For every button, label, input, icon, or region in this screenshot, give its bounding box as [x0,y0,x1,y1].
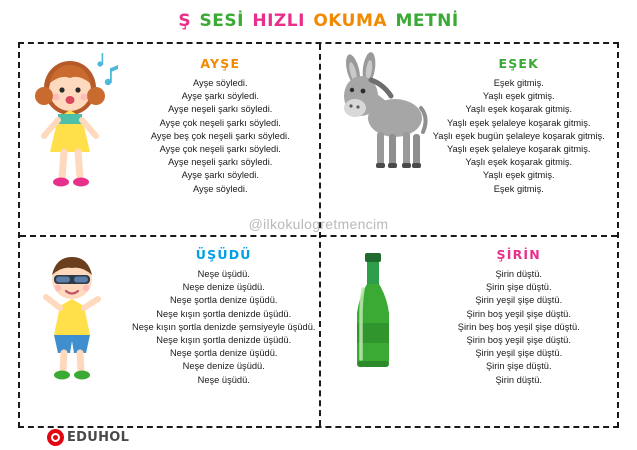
title-part-4: METNİ [395,11,459,31]
panel-usudu [20,235,319,426]
green-bottle-illustration [319,235,431,426]
panel-heading-sirin: ŞİRİN [496,247,541,262]
panel-heading-ayse: AYŞE [200,56,241,71]
text-line: Neşe kışın şortla denizde şemsiyeyle üşüdü. [132,321,316,332]
text-line: Eşek gitmiş. [493,183,544,194]
title-part-3: OKUMA [313,11,388,31]
text-line: Yaşlı eşek gitmiş. [482,170,555,181]
text-line: Yaşlı eşek koşarak gitmiş. [465,157,573,168]
donkey-illustration [319,44,431,235]
panel-heading-esek: EŞEK [498,56,540,71]
text-line: Şirin yeşil şişe düştü. [475,295,563,306]
eduhol-logo [47,429,129,446]
text-line: Şirin şişe düştü. [485,361,552,372]
girl-singing-illustration [20,44,132,235]
text-line: Eşek gitmiş. [493,78,544,88]
esek-text-column [431,44,618,196]
text-line: Yaşlı eşek şelaleye koşarak gitmiş. [447,117,591,128]
panel-ayse [20,44,319,235]
text-line: Ayşe beş çok neşeli şarkı söyledi. [150,130,290,141]
text-line: Yaşlı eşek bugün şelaleye koşarak gitmiş. [432,130,605,141]
text-line: Şirin boş yeşil şişe düştü. [466,335,571,346]
text-line: Ayşe şarkı söyledi. [181,170,259,181]
text-line: Neşe şortla denize üşüdü. [169,295,278,306]
text-line: Neşe denize üşüdü. [182,361,265,372]
text-line: Ayşe şarkı söyledi. [181,91,259,102]
text-line: Şirin düştü. [495,374,542,385]
text-line: Neşe üşüdü. [197,269,250,279]
worksheet-frame [18,42,619,445]
panel-heading-usudu: ÜŞÜDÜ [195,247,252,262]
title-part-0: Ş [178,11,192,31]
title-part-2: HIZLI [252,11,305,31]
text-line: Neşe üşüdü. [197,374,250,385]
panel-esek [319,44,618,235]
text-line: Ayşe çok neşeli şarkı söyledi. [159,144,281,155]
text-line: Ayşe neşeli şarkı söyledi. [168,104,273,115]
page-title [0,0,637,31]
panel-sirin [319,235,618,426]
text-line: Ayşe neşeli şarkı söyledi. [168,157,273,168]
text-line: Ayşe çok neşeli şarkı söyledi. [159,117,281,128]
text-line: Neşe şortla denize üşüdü. [169,348,278,359]
boy-cold-illustration [20,235,132,426]
title-part-1: SESİ [199,11,244,31]
text-line: Şirin beş boş yeşil şişe düştü. [457,321,580,332]
text-line: Yaşlı eşek koşarak gitmiş. [465,104,573,115]
text-line: Neşe kışın şortla denizde üşüdü. [156,308,292,319]
eduhol-logo-text: EDUHOL [67,430,130,445]
text-line: Yaşlı eşek şelaleye koşarak gitmiş. [447,144,591,155]
text-line: Şirin düştü. [495,269,542,279]
sirin-text-column [431,235,618,387]
text-line: Şirin yeşil şişe düştü. [475,348,563,359]
text-line: Ayşe söyledi. [192,183,248,194]
text-line: Ayşe söyledi. [192,78,248,88]
text-line: Yaşlı eşek gitmiş. [482,91,555,102]
ayse-text-column [132,44,319,196]
eduhol-circle-icon [47,429,64,446]
usudu-text-column [132,235,325,387]
text-line: Neşe kışın şortla denizde üşüdü. [156,335,292,346]
watermark: @ilkokulogretmencim [248,216,389,232]
text-line: Şirin boş yeşil şişe düştü. [466,308,571,319]
text-line: Şirin şişe düştü. [485,282,552,293]
text-line: Neşe denize üşüdü. [182,282,265,293]
